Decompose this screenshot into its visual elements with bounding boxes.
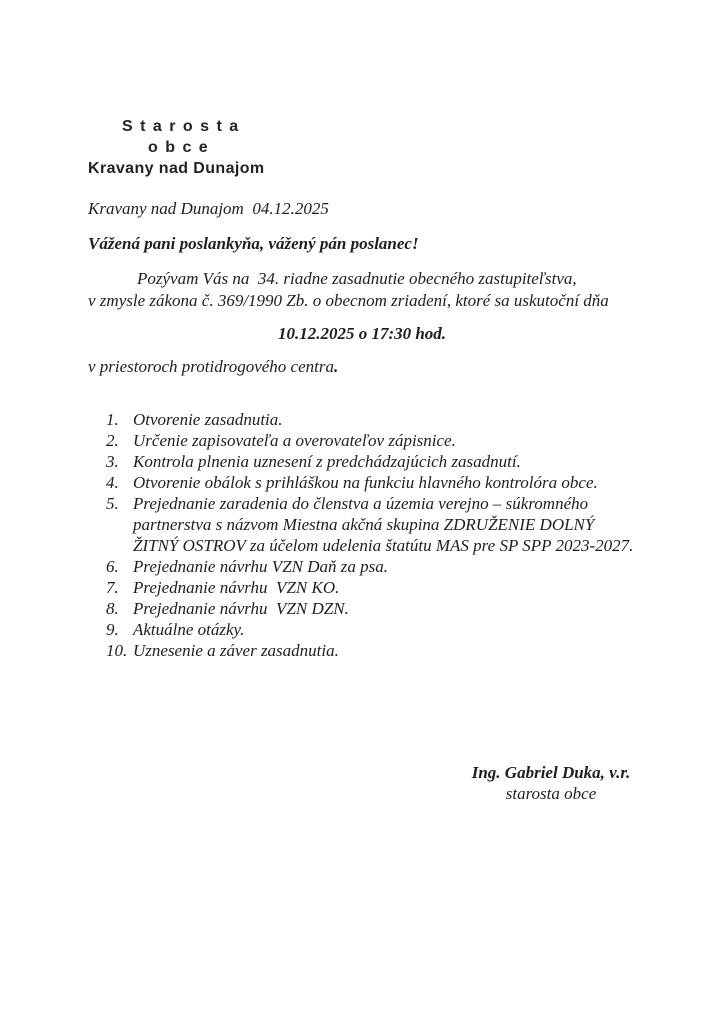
agenda-item-8 xyxy=(106,598,666,619)
agenda-item-text: Aktuálne otázky. xyxy=(133,620,245,639)
agenda-item-number: 8. xyxy=(106,599,119,618)
agenda-item-9 xyxy=(106,619,666,640)
agenda-item-5-line-1: Prejednanie zaradenia do členstva a územia verejno – súkromného xyxy=(133,494,589,513)
agenda-item-2 xyxy=(106,430,666,451)
agenda-item-number: 2. xyxy=(106,431,119,450)
letterhead xyxy=(88,116,265,179)
invitation-paragraph xyxy=(88,268,609,312)
agenda-item-5-line-2: partnerstva s názvom Miestna akčná skupina ZDRUŽENIE DOLNÝ xyxy=(133,515,595,534)
invitation-line-1: Pozývam Vás na 34. riadne zasadnutie obecného zastupiteľstva, xyxy=(137,269,577,288)
agenda-item-text xyxy=(133,493,666,556)
agenda-item-text: Prejednanie návrhu VZN Daň za psa. xyxy=(133,557,388,576)
letterhead-line-municipality: Kravany nad Dunajom xyxy=(88,160,265,177)
agenda-list xyxy=(106,409,666,661)
salutation: Vážená pani poslankyňa, vážený pán poslanec! xyxy=(88,234,419,253)
meeting-location-period: . xyxy=(334,357,339,376)
signature-name: Ing. Gabriel Duka, v.r. xyxy=(471,763,631,782)
agenda-item-text: Prejednanie návrhu VZN DZN. xyxy=(133,599,349,618)
meeting-location xyxy=(88,357,338,377)
meeting-datetime: 10.12.2025 o 17:30 hod. xyxy=(277,324,447,343)
agenda-item-number: 10. xyxy=(106,641,128,660)
agenda-item-text: Otvorenie zasadnutia. xyxy=(133,410,283,429)
agenda-item-number: 3. xyxy=(106,452,119,471)
agenda-item-text: Otvorenie obálok s prihláškou na funkciu hlavného kontrolóra obce. xyxy=(133,473,598,492)
agenda-item-number: 9. xyxy=(106,620,119,639)
agenda-item-number: 6. xyxy=(106,557,119,576)
signature-block xyxy=(458,762,644,804)
meeting-location-text: v priestoroch protidrogového centra xyxy=(88,357,334,376)
agenda-item-4 xyxy=(106,472,666,493)
letterhead-line-starosta: S t a r o s t a xyxy=(122,118,240,135)
agenda-item-text: Kontrola plnenia uznesení z predchádzajúcich zasadnutí. xyxy=(133,452,521,471)
agenda-item-1 xyxy=(106,409,666,430)
agenda-item-10 xyxy=(106,640,666,661)
agenda-item-6 xyxy=(106,556,666,577)
agenda-item-number: 7. xyxy=(106,578,119,597)
agenda-item-5 xyxy=(106,493,666,556)
agenda-item-number: 5. xyxy=(106,494,119,513)
invitation-line-2: v zmysle zákona č. 369/1990 Zb. o obecnom zriadení, ktoré sa uskutoční dňa xyxy=(88,291,609,310)
signature-title: starosta obce xyxy=(505,784,597,803)
agenda-item-text: Uznesenie a záver zasadnutia. xyxy=(133,641,339,660)
letterhead-line-obce: o b c e xyxy=(148,139,210,156)
agenda-item-number: 4. xyxy=(106,473,119,492)
place-and-date: Kravany nad Dunajom 04.12.2025 xyxy=(88,199,329,218)
agenda-item-7 xyxy=(106,577,666,598)
agenda-item-text: Prejednanie návrhu VZN KO. xyxy=(133,578,340,597)
agenda-item-number: 1. xyxy=(106,410,119,429)
agenda-item-5-line-3: ŽITNÝ OSTROV za účelom udelenia štatútu MAS pre SP SPP 2023-2027. xyxy=(133,536,634,555)
agenda-item-text: Určenie zapisovateľa a overovateľov zápisnice. xyxy=(133,431,456,450)
agenda-item-3 xyxy=(106,451,666,472)
